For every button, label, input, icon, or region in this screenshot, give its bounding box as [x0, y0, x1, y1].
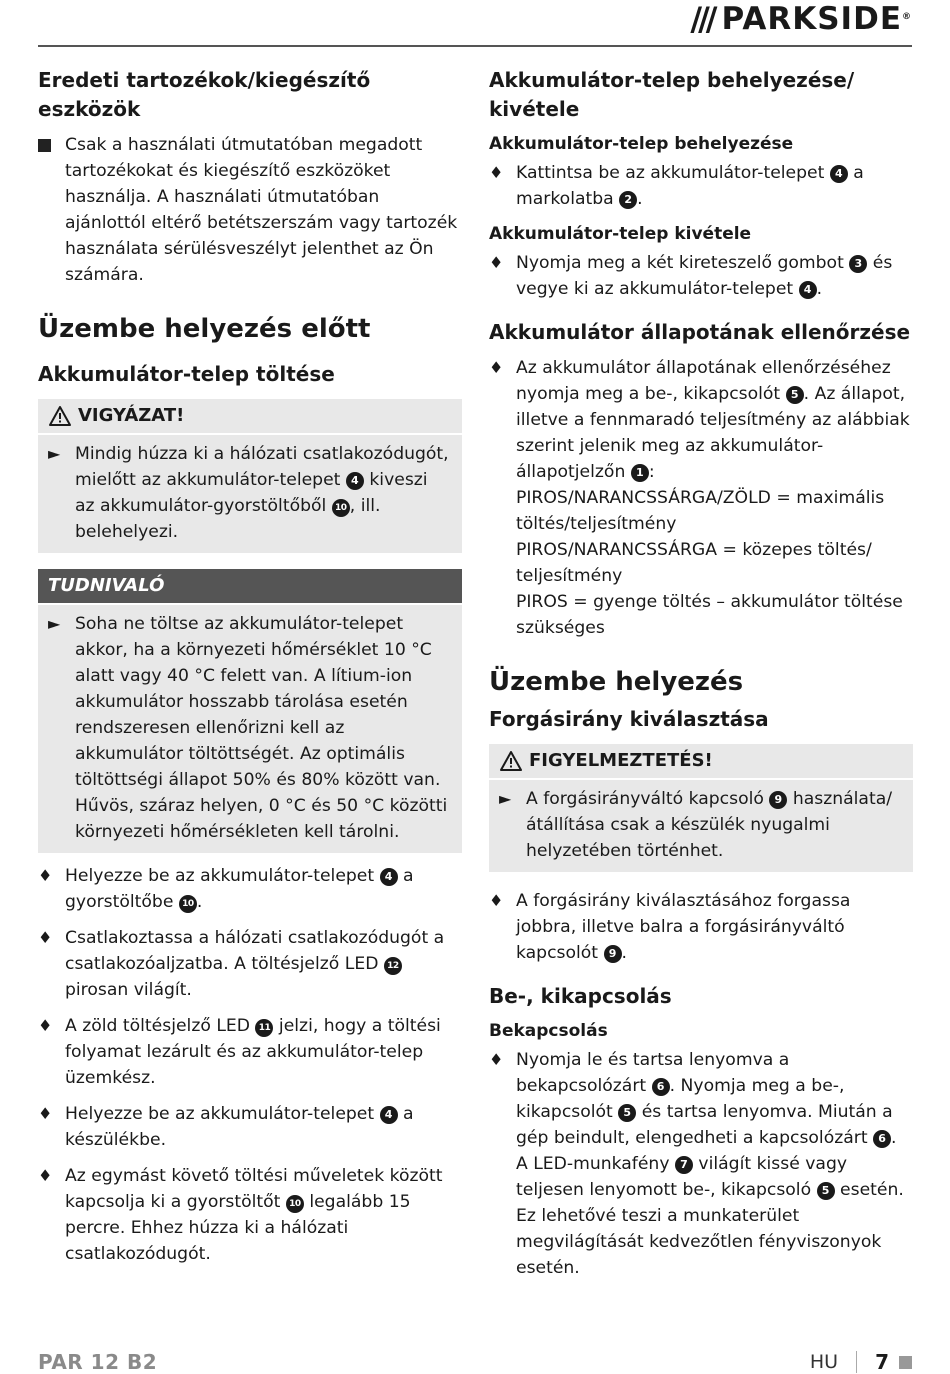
- ref-number-icon: 4: [799, 281, 817, 299]
- ref-10-icon: 10: [332, 499, 350, 517]
- paragraph: Csatlakoztassa a hálózati csatlakozódugót a csatlakozóaljzatba. A töltésjelző LED 12 pirosan világít.: [65, 928, 445, 1000]
- ref-number-icon: 4: [830, 165, 848, 183]
- subsection-title-switch-on: Bekapcsolás: [489, 1021, 608, 1041]
- chapter-title-before-use: Üzembe helyezés előtt: [38, 314, 371, 344]
- paragraph: A zöld töltésjelző LED 11 jelzi, hogy a töltési folyamat lezárult és az akkumulátor-telep üzemkész.: [65, 1016, 441, 1088]
- diamond-bullet-icon: ♦: [38, 866, 53, 885]
- right-column: [489, 66, 913, 1291]
- ref-number-icon: 1: [631, 464, 649, 482]
- list-item: [489, 888, 913, 966]
- note-item: [48, 611, 450, 845]
- ref-number-icon: 2: [619, 191, 637, 209]
- footer-divider: [856, 1351, 857, 1373]
- footer-model: PAR 12 B2: [38, 1350, 158, 1374]
- paragraph: Nyomja le és tartsa lenyomva a bekapcsolózárt 6 . Nyomja meg a be-, kikapcsolót 5 és tartsa lenyomva. Miután a gép beindult, elengedheti a kapcsolózárt 6 . A LED-munkafény 7 világít kissé vagy teljesen lenyomott be-, kikapcsoló 5 esetén. Ez lehetővé teszi a munkaterület megvilágítását kedvezőtlen fényviszonyok esetén.: [516, 1050, 904, 1278]
- ref-number-icon: 10: [179, 895, 197, 913]
- ref-number-icon: 6: [873, 1130, 891, 1148]
- list-item: [489, 250, 913, 302]
- chapter-title-operation: Üzembe helyezés: [489, 667, 744, 697]
- paragraph: Helyezze be az akkumulátor-telepet 4 a készülékbe.: [65, 1104, 414, 1150]
- list-item: [489, 355, 913, 641]
- ref-number-icon: 5: [786, 386, 804, 404]
- ref-number-icon: 9: [604, 945, 622, 963]
- ref-number-icon: 4: [380, 868, 398, 886]
- ref-number-icon: 11: [255, 1019, 273, 1037]
- section-title-battery-check: Akkumulátor állapotának ellenőrzése: [489, 320, 911, 344]
- diamond-bullet-icon: ♦: [489, 163, 504, 182]
- square-marker-icon: [899, 1356, 912, 1369]
- footer-page-info: [810, 1350, 912, 1374]
- header-rule: [38, 45, 912, 47]
- warning-item: [499, 786, 901, 864]
- paragraph: Az egymást követő töltési műveletek között kapcsolja ki a gyorstöltőt 10 legalább 15 percre. Ehhez húzza ki a hálózati csatlakozódugót.: [65, 1166, 443, 1264]
- diamond-bullet-icon: ♦: [38, 928, 53, 947]
- ref-number-icon: 5: [618, 1104, 636, 1122]
- list-item: [489, 1047, 913, 1281]
- list-item: [38, 1163, 462, 1267]
- warning-header: FIGYELMEZTETÉS!: [489, 744, 913, 780]
- ref-number-icon: 10: [286, 1195, 304, 1213]
- section-title-direction: Forgásirány kiválasztása: [489, 707, 769, 731]
- page-number: 7: [875, 1350, 889, 1374]
- left-column: [38, 66, 462, 1277]
- ref-number-icon: 6: [652, 1078, 670, 1096]
- caution-item: [48, 441, 450, 545]
- paragraph: Helyezze be az akkumulátor-telepet 4 a gyorstöltőbe 10 .: [65, 866, 414, 912]
- section-title-accessories: Eredeti tartozékok/kiegészítő eszközök: [38, 68, 371, 121]
- diamond-bullet-icon: ♦: [38, 1166, 53, 1185]
- ref-number-icon: 5: [817, 1182, 835, 1200]
- paragraph: Soha ne töltse az akkumulátor-telepet akkor, ha a környezeti hőmérséklet 10 °C alatt vagy 40 °C felett van. A lítium-ion akkumulátor hosszabb tárolása esetén rendszeresen ellenőrizni kell az akkumulátor töltöttségét. Az optimális töltöttségi állapot 50% és 80% között van. Hűvös, száraz helyen, 0 °C és 50 °C közötti környezeti hőmérsékleten kell tárolni.: [75, 614, 448, 842]
- section-title-insert-remove: Akkumulátor-telep behelyezése/ kivétele: [489, 68, 855, 121]
- list-item: [38, 132, 462, 288]
- caution-box: [38, 399, 462, 553]
- footer-language: HU: [809, 1351, 839, 1373]
- diamond-bullet-icon: ♦: [38, 1104, 53, 1123]
- status-line-low: PIROS = gyenge töltés – akkumulátor töltése szükséges: [516, 592, 903, 638]
- brand-logo: [690, 0, 912, 38]
- caution-header: VIGYÁZAT!: [38, 399, 462, 435]
- arrow-bullet-icon: ►: [48, 444, 61, 463]
- status-line-medium: PIROS/NARANCSSÁRGA = közepes töltés/ teljesítmény: [516, 540, 872, 586]
- paragraph: A forgásirányváltó kapcsoló 9 használata/ átállítása csak a készülék nyugalmi helyzetében történhet.: [526, 789, 893, 861]
- ref-number-icon: 9: [769, 791, 787, 809]
- square-bullet-icon: [38, 139, 51, 152]
- brand-mark: ///: [690, 0, 714, 38]
- paragraph: Csak a használati útmutatóban megadott tartozékokat és kiegészítő eszközöket használja. A használati útmutatóban ajánlottól eltérő betétszerszám vagy tartozék használata sérülésveszélyt jelenthet az Ön számára.: [65, 135, 458, 285]
- ref-number-icon: 7: [675, 1156, 693, 1174]
- subsection-title-insert: Akkumulátor-telep behelyezése: [489, 134, 794, 154]
- paragraph: Kattintsa be az akkumulátor-telepet 4 a markolatba 2 .: [516, 163, 864, 209]
- note-header: TUDNIVALÓ: [38, 569, 462, 605]
- section-title-on-off: Be-, kikapcsolás: [489, 984, 672, 1008]
- list-item: [38, 925, 462, 1003]
- ref-number-icon: 3: [849, 255, 867, 273]
- diamond-bullet-icon: ♦: [489, 1050, 504, 1069]
- diamond-bullet-icon: ♦: [489, 253, 504, 272]
- warning-box: [489, 744, 913, 872]
- paragraph: Nyomja meg a két kireteszelő gombot 3 és vegye ki az akkumulátor-telepet 4 .: [516, 253, 893, 299]
- list-item: [38, 863, 462, 915]
- ref-4-icon: 4: [346, 472, 364, 490]
- diamond-bullet-icon: ♦: [489, 358, 504, 377]
- list-item: [489, 160, 913, 212]
- arrow-bullet-icon: ►: [48, 614, 61, 633]
- paragraph: A forgásirány kiválasztásához forgassa jobbra, illetve balra a forgásirányváltó kapcsolót 9 .: [516, 891, 851, 963]
- diamond-bullet-icon: ♦: [38, 1016, 53, 1035]
- diamond-bullet-icon: ♦: [489, 891, 504, 910]
- warning-triangle-icon: [48, 405, 72, 427]
- paragraph: Az akkumulátor állapotának ellenőrzéséhez nyomja meg a be-, kikapcsolót 5 . Az állapot, illetve a fennmaradó teljesítmény az alábbiak szerint jelenik meg az akkumulátor-állapotjelzőn 1 :: [516, 358, 910, 482]
- note-box: [38, 569, 462, 853]
- list-item: [38, 1101, 462, 1153]
- arrow-bullet-icon: ►: [499, 789, 512, 808]
- ref-number-icon: 12: [384, 957, 402, 975]
- brand-name: PARKSIDE®: [721, 1, 912, 37]
- paragraph: Mindig húzza ki a hálózati csatlakozódugót, mielőtt az akkumulátor-telepet 4 kiveszi az akkumulátor-gyorstöltőből 10 , ill. belehelyezi.: [75, 444, 449, 542]
- section-title-charging: Akkumulátor-telep töltése: [38, 362, 335, 386]
- list-item: [38, 1013, 462, 1091]
- ref-number-icon: 4: [380, 1106, 398, 1124]
- warning-triangle-icon: [499, 750, 523, 772]
- subsection-title-remove: Akkumulátor-telep kivétele: [489, 224, 752, 244]
- status-line-full: PIROS/NARANCSSÁRGA/ZÖLD = maximális töltés/teljesítmény: [516, 488, 885, 534]
